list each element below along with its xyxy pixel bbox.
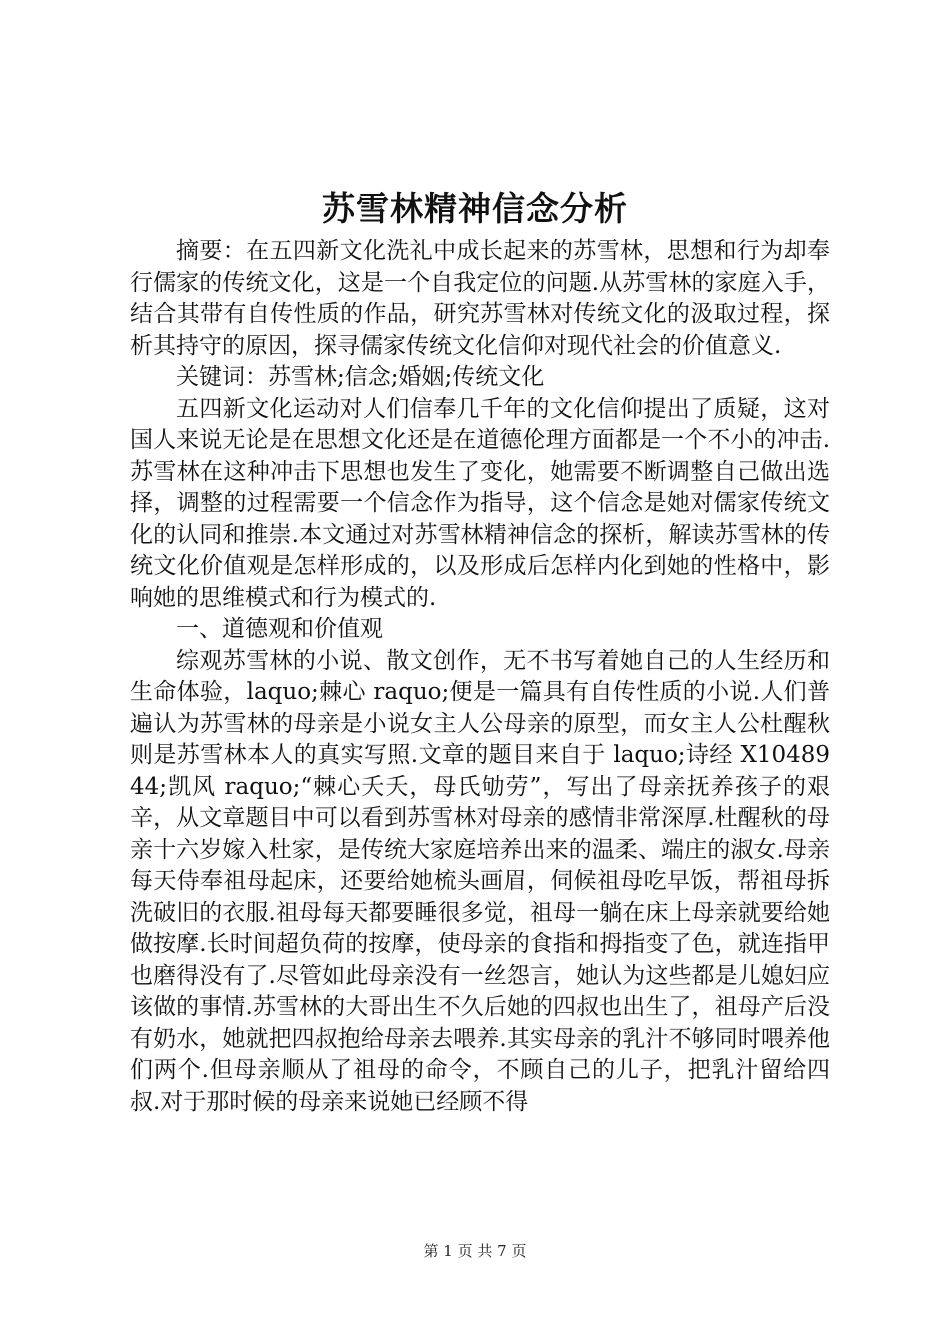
keywords-paragraph: 关键词：苏雪林;信念;婚姻;传统文化 bbox=[176, 364, 545, 390]
abstract-paragraph: 摘要：在五四新文化洗礼中成长起来的苏雪林，思想和行为却奉行儒家的传统文化，这是一个自我定位的问题.从苏雪林的家庭入手，结合其带有自传性质的作品，研究苏雪林对传统文化的汲取过程，探析其持守的原因，探寻儒家传统文化信仰对现代社会的价值意义. bbox=[130, 238, 830, 359]
page-number-footer: 第 1 页 共 7 页 bbox=[423, 1242, 527, 1260]
body-paragraph: 综观苏雪林的小说、散文创作，无不书写着她自己的人生经历和生命体验，laquo;棘心 raquo;便是一篇具有自传性质的小说.人们普遍认为苏雪林的母亲是小说女主人公母亲的原型，而女主人公杜醒秋则是苏雪林本人的真实写照.文章的题目来自于 laquo;诗经 X1048944;凯风 raquo;“棘心夭夭，母氏劬劳”，写出了母亲抚养孩子的艰辛，从文章题目中可以看到苏雪林对母亲的感情非常深厚.杜醒秋的母亲十六岁嫁入杜家，是传统大家庭培养出来的温柔、端庄的淑女.母亲每天侍奉祖母起床，还要给她梳头画眉，伺候祖母吃早饭，帮祖母拆洗破旧的衣服.祖母每天都要睡很多觉，祖母一躺在床上母亲就要给她做按摩.长时间超负荷的按摩，使母亲的食指和拇指变了色，就连指甲也磨得没有了.尽管如此母亲没有一丝怨言，她认为这些都是儿媳妇应该做的事情.苏雪林的大哥出生不久后她的四叔也出生了，祖母产后没有奶水，她就把四叔抱给母亲去喂养.其实母亲的乳汁不够同时喂养他们两个.但母亲顺从了祖母的命令，不顾自己的儿子，把乳汁留给四叔.对于那时候的母亲来说她已经顾不得 bbox=[130, 647, 830, 1115]
section-heading: 一、道德观和价值观 bbox=[176, 616, 383, 642]
document-title: 苏雪林精神信念分析 bbox=[322, 189, 628, 228]
intro-paragraph: 五四新文化运动对人们信奉几千年的文化信仰提出了质疑，这对国人来说无论是在思想文化还是在道德伦理方面都是一个不小的冲击.苏雪林在这种冲击下思想也发生了变化，她需要不断调整自己做出选择，调整的过程需要一个信念作为指导，这个信念是她对儒家传统文化的认同和推崇.本文通过对苏雪林精神信念的探析，解读苏雪林的传统文化价值观是怎样形成的，以及形成后怎样内化到她的性格中，影响她的思维模式和行为模式的. bbox=[130, 395, 830, 611]
document-body bbox=[130, 236, 830, 1118]
